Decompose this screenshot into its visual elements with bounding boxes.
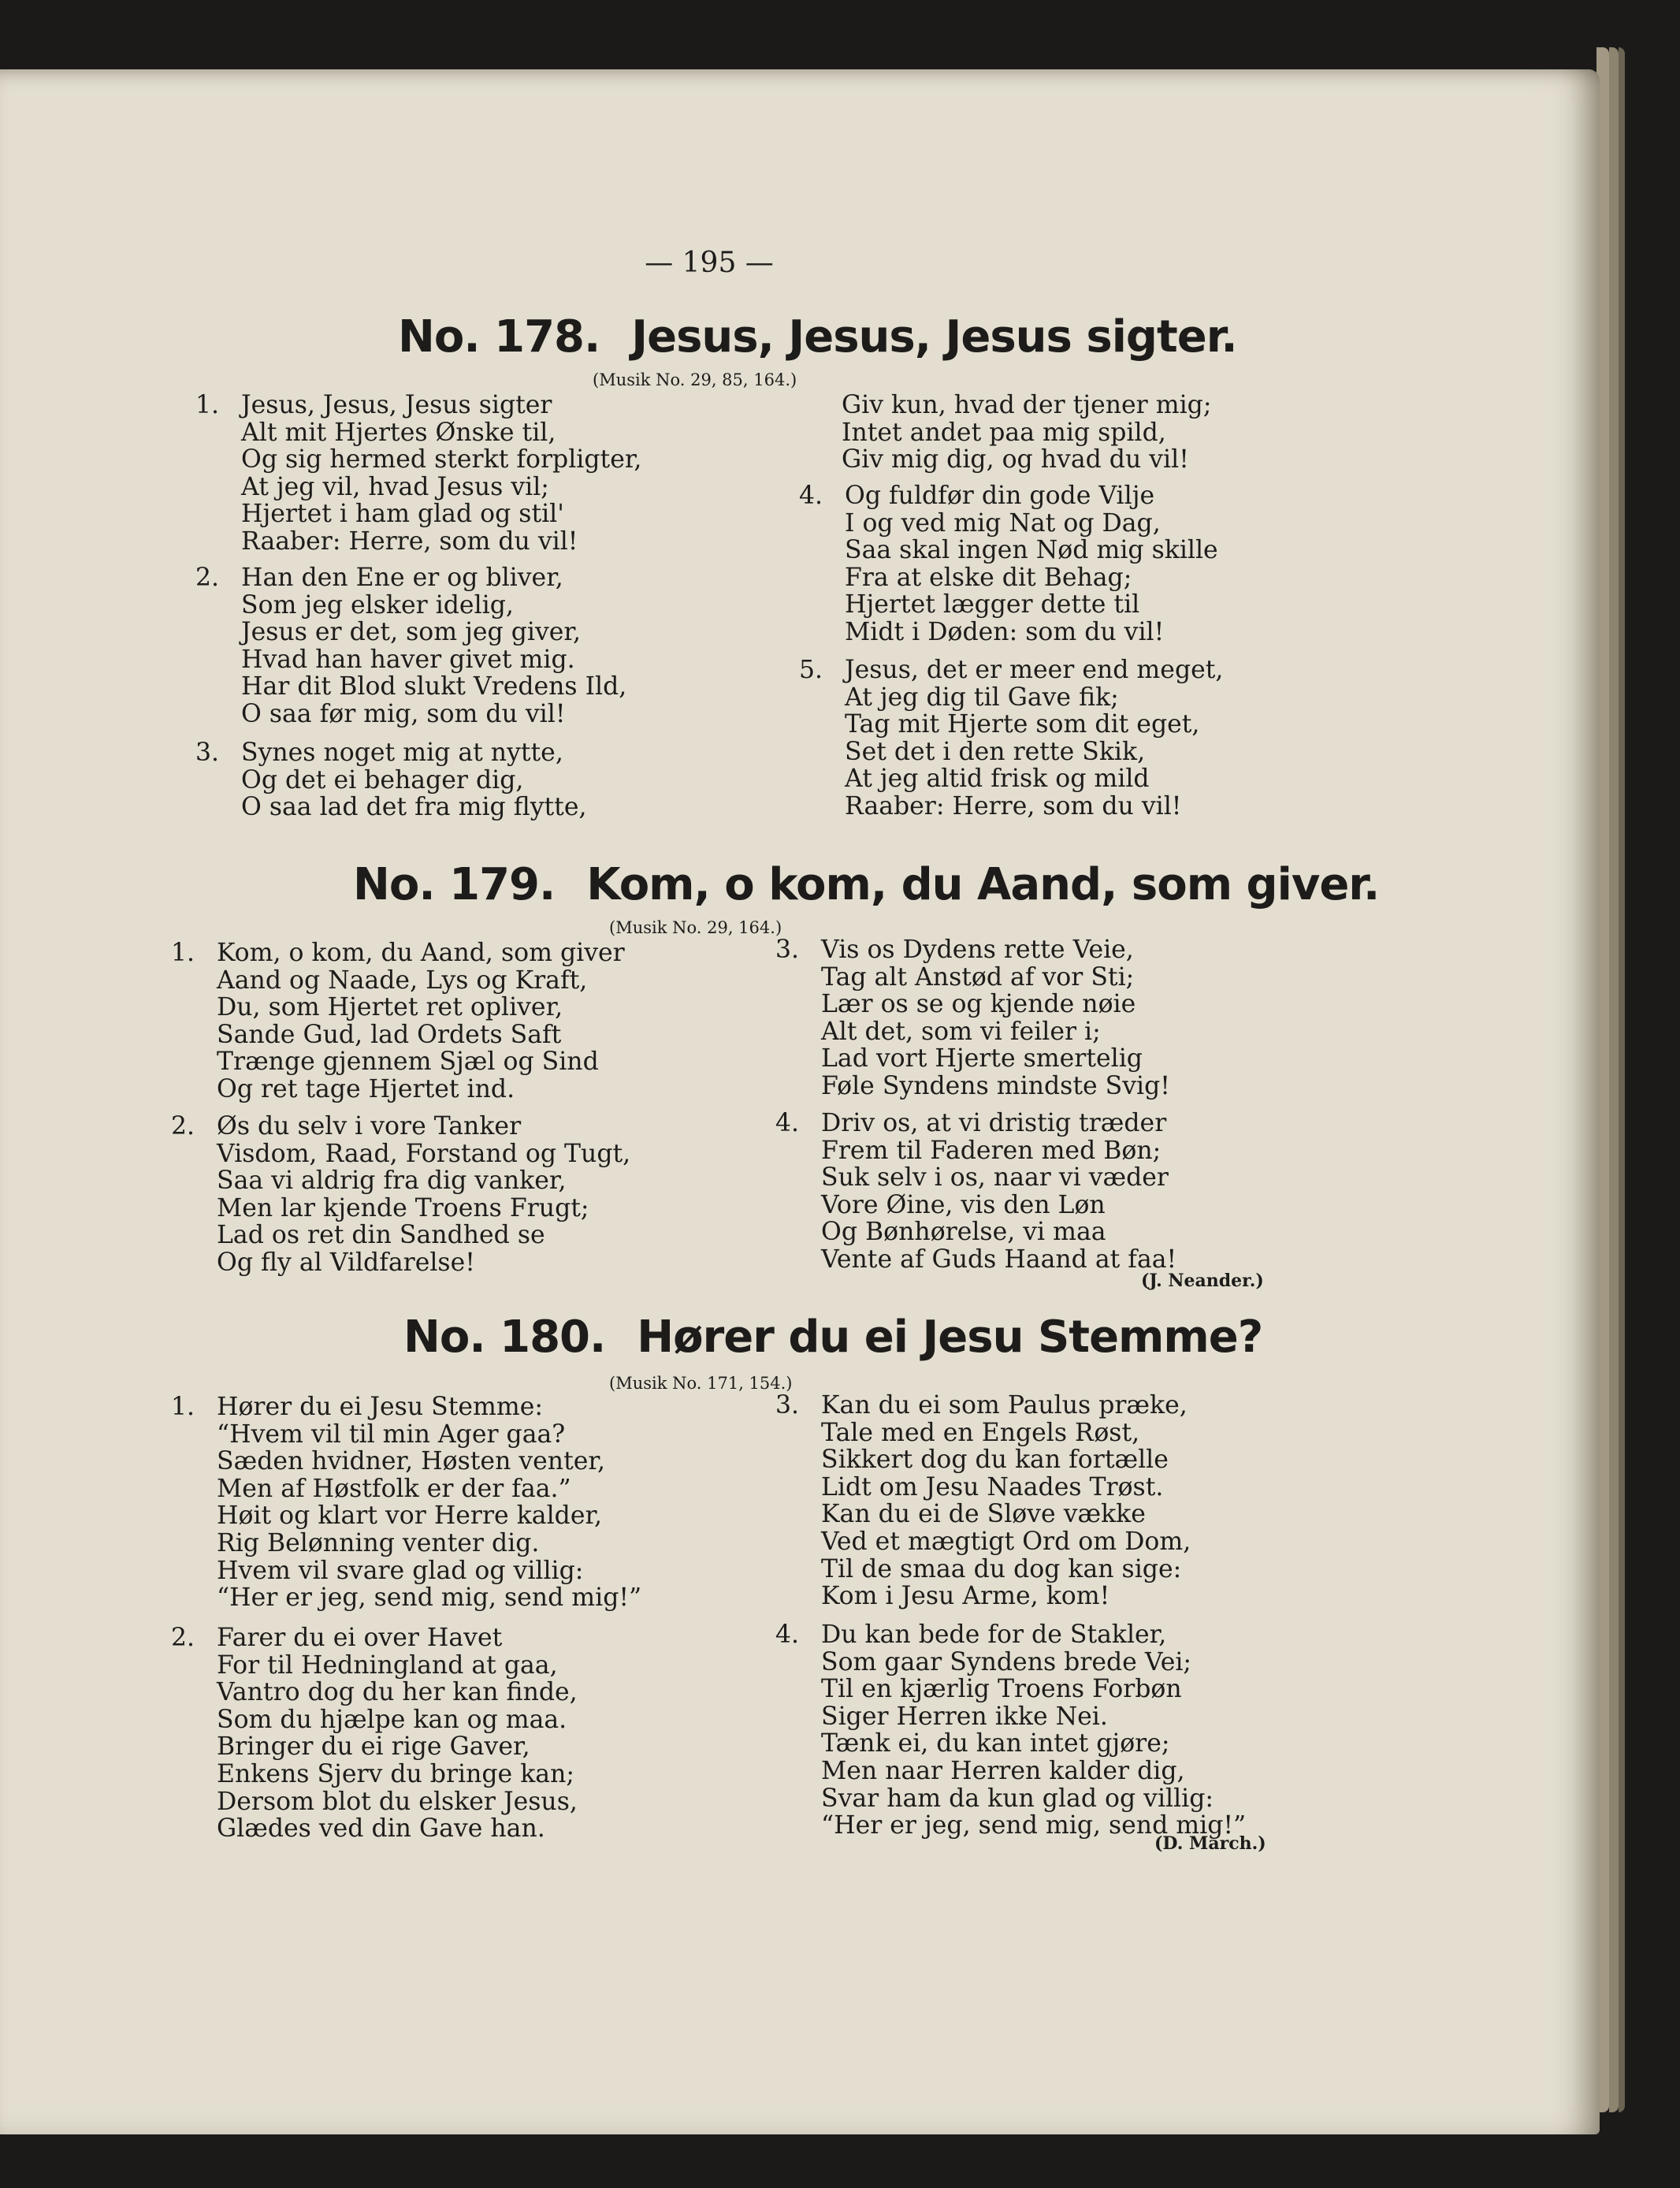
verse-number: 2. [195,564,220,592]
verse [799,656,1224,820]
verse-line: Synes noget mig at nytte, [241,739,563,767]
verse [775,1621,1247,1840]
verse-line: Frem til Faderen med Bøn; [821,1136,1162,1165]
verse-line: Vente af Guds Haand at faa! [821,1245,1177,1274]
verse-line: Visdom, Raad, Forstand og Tugt, [217,1139,631,1168]
verse-line: Vantro dog du her kan finde, [217,1678,578,1707]
verse-line: Giv mig dig, og hvad du vil! [842,445,1189,474]
verse-number: 3. [775,936,800,964]
verse-line: Føle Syndens mindste Svig! [821,1071,1170,1100]
verse [171,1112,631,1277]
verse-line: Suk selv i os, naar vi væder [821,1163,1169,1193]
verse-line: Raaber: Herre, som du vil! [845,791,1182,820]
verse-line: Kom i Jesu Arme, kom! [821,1582,1110,1611]
verse-number: 3. [775,1391,800,1420]
verse-line: Sikkert dog du kan fortælle [821,1446,1169,1475]
verse-line: “Her er jeg, send mig, send mig!” [217,1583,642,1613]
page-number: — 195 — [645,247,774,279]
verse [171,1393,642,1613]
verse-number: 5. [799,656,823,684]
verse-line: Jesus er det, som jeg giver, [241,618,581,647]
verse-line: Har dit Blod slukt Vredens Ild, [241,672,627,701]
verse-line: Giv kun, hvad der tjener mig; [842,391,1212,419]
hymn-title-text: Jesus, Jesus, Jesus sigter. [631,311,1237,363]
verse-line: Men af Høstfolk er der faa.” [217,1474,571,1503]
verse-line: Tag alt Anstød af vor Sti; [821,962,1135,992]
verse-line: Lad vort Hjerte smertelig [821,1044,1143,1074]
verse-line: At jeg vil, hvad Jesus vil; [241,472,549,501]
verse-line: Og Bønhørelse, vi maa [821,1218,1106,1247]
verse-line: Hører du ei Jesu Stemme: [217,1393,544,1421]
verse-line: Ved et mægtigt Ord om Dom, [821,1527,1191,1556]
verse-line: Bringer du ei rige Gaver, [217,1732,530,1762]
verse-line: Sæden hvidner, Høsten venter, [217,1447,606,1476]
verse-line: Aand og Naade, Lys og Kraft, [217,966,588,995]
author-credit: (D. March.) [1154,1833,1266,1854]
verse-line: Og fuldfør din gode Vilje [845,482,1155,510]
verse-line: Saa vi aldrig fra dig vanker, [217,1167,567,1196]
verse-line: “Hvem vil til min Ager gaa? [217,1420,566,1449]
verse-line: Som jeg elsker idelig, [241,590,514,620]
verse-line: Set det i den rette Skik, [845,737,1146,766]
musik-reference: (Musik No. 29, 85, 164.) [593,370,797,389]
verse-line: Tale med en Engels Røst, [821,1418,1140,1447]
verse [171,1624,578,1844]
verse [195,739,587,822]
verse-line: Og sig hermed sterkt forpligter, [241,445,642,474]
musik-reference: (Musik No. 29, 164.) [609,918,782,937]
musik-reference: (Musik No. 171, 154.) [609,1374,793,1393]
verse-line: Siger Herren ikke Nei. [821,1702,1108,1731]
verse-line: Alt det, som vi feiler i; [821,1017,1101,1046]
verse-line: Kan du ei de Sløve vække [821,1500,1146,1529]
verse-line: Lidt om Jesu Naades Trøst. [821,1472,1164,1501]
verse-number: 2. [171,1112,195,1141]
author-credit: (J. Neander.) [1141,1271,1264,1291]
verse-line: Hvem vil svare glad og villig: [217,1556,584,1585]
verse-continuation [842,392,1211,474]
verse-number: 3. [195,739,220,767]
verse-number: 4. [775,1621,800,1649]
verse-line: At jeg altid frisk og mild [845,765,1150,794]
verse-line: Vis os Dydens rette Veie, [821,936,1134,964]
verse-line: Jesus, det er meer end meget, [845,656,1224,684]
book-edge [1619,47,1625,2112]
verse-line: Øs du selv i vore Tanker [217,1112,522,1141]
verse-line: Lær os se og kjende nøie [821,990,1136,1019]
verse-line: Kom, o kom, du Aand, som giver [217,939,625,967]
verse-line: “Her er jeg, send mig, send mig!” [821,1811,1247,1840]
verse-line: Rig Belønning venter dig. [217,1528,540,1557]
verse-line: Farer du ei over Havet [217,1624,503,1652]
verse-line: Intet andet paa mig spild, [842,418,1166,447]
hymn-title-text: Kom, o kom, du Aand, som giver. [586,859,1380,910]
verse-line: Hjertet i ham glad og stil' [241,500,564,529]
hymn-title [398,311,1237,363]
verse-line: Du, som Hjertet ret opliver, [217,993,563,1022]
verse-number: 1. [171,939,195,967]
hymn-number: No. 180. [403,1312,606,1363]
hymn-title-text: Hører du ei Jesu Stemme? [637,1312,1263,1363]
verse-line: Glædes ved din Gave han. [217,1814,545,1844]
verse [775,936,1170,1100]
verse-line: Men naar Herren kalder dig, [821,1756,1185,1785]
verse-line: Raaber: Herre, som du vil! [241,527,578,556]
hymn-number: No. 178. [398,311,600,363]
verse-line: O saa før mig, som du vil! [241,699,566,728]
verse [775,1391,1191,1611]
verse-line: Lad os ret din Sandhed se [217,1221,545,1250]
verse-number: 2. [171,1624,195,1652]
verse-line: Han den Ene er og bliver, [241,564,563,592]
verse [195,564,627,728]
verse-line: Hvad han haver givet mig. [241,645,575,674]
verse-line: Vore Øine, vis den Løn [821,1190,1106,1219]
verse-line: Tænk ei, du kan intet gjøre; [821,1729,1170,1758]
verse-line: For til Hedningland at gaa, [217,1650,558,1680]
verse-line: I og ved mig Nat og Dag, [845,508,1161,538]
verse-number: 1. [171,1393,195,1421]
verse-line: At jeg dig til Gave fik; [845,683,1119,712]
verse-line: Fra at elske dit Behag; [845,563,1132,592]
verse-number: 4. [799,482,823,510]
verse-line: Saa skal ingen Nød mig skille [845,536,1218,565]
verse-line: Kan du ei som Paulus præke, [821,1391,1188,1420]
verse-line: Driv os, at vi dristig træder [821,1109,1167,1137]
verse-line: Dersom blot du elsker Jesus, [217,1787,578,1816]
verse [195,391,642,556]
verse-line: Sande Gud, lad Ordets Saft [217,1020,562,1049]
verse-number: 4. [775,1109,800,1137]
verse-line: Alt mit Hjertes Ønske til, [241,418,556,447]
verse-line: Som gaar Syndens brede Vei; [821,1647,1192,1676]
verse-line: Du kan bede for de Stakler, [821,1621,1167,1649]
verse-line: Og fly al Vildfarelse! [217,1248,475,1277]
verse [799,482,1218,646]
hymn-title [353,859,1379,910]
verse-line: Trænge gjennem Sjæl og Sind [217,1047,599,1077]
verse-number: 1. [195,391,220,419]
verse-line: Høit og klart vor Herre kalder, [217,1501,603,1531]
verse-line: Enkens Sjerv du bringe kan; [217,1759,574,1788]
hymn-title [403,1312,1262,1363]
verse-line: Og det ei behager dig, [241,765,524,794]
verse-line: Midt i Døden: som du vil! [845,617,1165,646]
verse-line: O saa lad det fra mig flytte, [241,793,587,822]
verse-line: Til de smaa du dog kan sige: [821,1554,1182,1583]
verse-line: Jesus, Jesus, Jesus sigter [241,391,552,419]
verse [775,1109,1177,1274]
verse-line: Og ret tage Hjertet ind. [217,1074,515,1103]
verse-line: Men lar kjende Troens Frugt; [217,1193,589,1222]
verse [171,939,625,1103]
book-edge [1609,47,1619,2112]
verse-line: Som du hjælpe kan og maa. [217,1705,567,1734]
hymn-number: No. 179. [353,859,556,910]
verse-line: Svar ham da kun glad og villig: [821,1784,1214,1813]
verse-line: Hjertet lægger dette til [845,590,1140,620]
verse-line: Til en kjærlig Troens Forbøn [821,1675,1182,1704]
verse-line: Tag mit Hjerte som dit eget, [845,710,1200,739]
